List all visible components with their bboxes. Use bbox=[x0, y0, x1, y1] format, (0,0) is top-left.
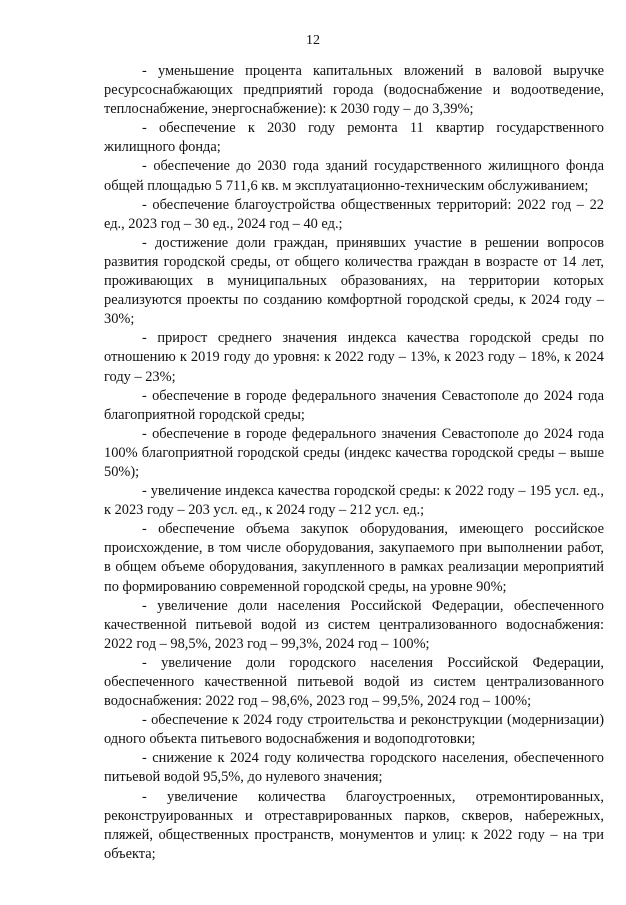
paragraph-capital-investment: - уменьшение процента капитальных вложений в валовой выручке ресурсоснабжающих предприятий города (водоснабжение и водоотведение, теплоснабжение, энергоснабжение): к 2030 году – до 3,39%; bbox=[104, 63, 604, 118]
paragraph-equipment-procurement: - обеспечение объема закупок оборудования, имеющего российское происхождение, в том числе оборудования, закупаемого при выполнении работ, в общем объеме оборудования, закупленного в рамках реализации мероприятий по формированию современной городской среды, на уровне 90%; bbox=[104, 521, 604, 595]
paragraph-citizen-participation: - достижение доли граждан, принявших участие в решении вопросов развития городской среды, от общего количества граждан в возрасте от 14 лет, проживающих в муниципальных образованиях, на территории которых реализуются проекты по созданию комфортной городской среды, к 2024 году – 30%; bbox=[104, 234, 604, 328]
paragraph-drinking-water-population: - увеличение доли населения Российской Федерации, обеспеченного качественной питьевой водой из систем централизованного водоснабжения: 2022 год – 98,5%, 2023 год – 99,3%, 2024 год – 100%; bbox=[104, 597, 604, 652]
paragraph-favorable-environment: - обеспечение в городе федерального значения Севастополе до 2024 года благоприятной городской среды; bbox=[104, 387, 604, 423]
paragraph-population-reduction: - снижение к 2024 году количества городского населения, обеспеченного питьевой водой 95,5%, до нулевого значения; bbox=[104, 750, 604, 786]
paragraph-drinking-water-urban: - увеличение доли городского населения Российской Федерации, обеспеченного качественной питьевой водой из систем централизованного водоснабжения: 2022 год – 98,6%, 2023 год – 99,5%, 2024 год – 100%; bbox=[104, 654, 604, 710]
paragraph-public-territories: - обеспечение благоустройства общественных территорий: 2022 год – 22 ед., 2023 год – 30 ед., 2024 год – 40 ед.; bbox=[104, 196, 604, 232]
paragraph-parks-improvement: - увеличение количества благоустроенных, отремонтированных, реконструированных и отреставрированных парков, скверов, набережных, пляжей, общественных пространств, монументов и улиц: к 2022 году – на три объекта; bbox=[104, 788, 604, 862]
paragraph-quality-index-increase: - увеличение индекса качества городской среды: к 2022 году – 195 усл. ед., к 2023 году – 203 усл. ед., к 2024 году – 212 усл. ед.; bbox=[104, 483, 604, 519]
paragraph-quality-index-growth: - прирост среднего значения индекса качества городской среды по отношению к 2019 году до уровня: к 2022 году – 13%, к 2023 году – 18%, к 2024 году – 23%; bbox=[104, 330, 604, 385]
paragraph-water-facility-construction: - обеспечение к 2024 году строительства и реконструкции (модернизации) одного объекта питьевого водоснабжения и водоподготовки; bbox=[104, 712, 604, 748]
document-body bbox=[104, 62, 604, 864]
paragraph-favorable-environment-100: - обеспечение в городе федерального значения Севастополе до 2024 года 100% благоприятной городской среды (индекс качества городской среды – выше 50%); bbox=[104, 425, 604, 480]
page-number: 12 bbox=[306, 33, 320, 48]
paragraph-building-maintenance: - обеспечение до 2030 года зданий государственного жилищного фонда общей площадью 5 711,6 кв. м эксплуатационно-техническим обслуживанием; bbox=[104, 158, 604, 194]
paragraph-apartment-repair: - обеспечение к 2030 году ремонта 11 квартир государственного жилищного фонда; bbox=[104, 120, 604, 156]
